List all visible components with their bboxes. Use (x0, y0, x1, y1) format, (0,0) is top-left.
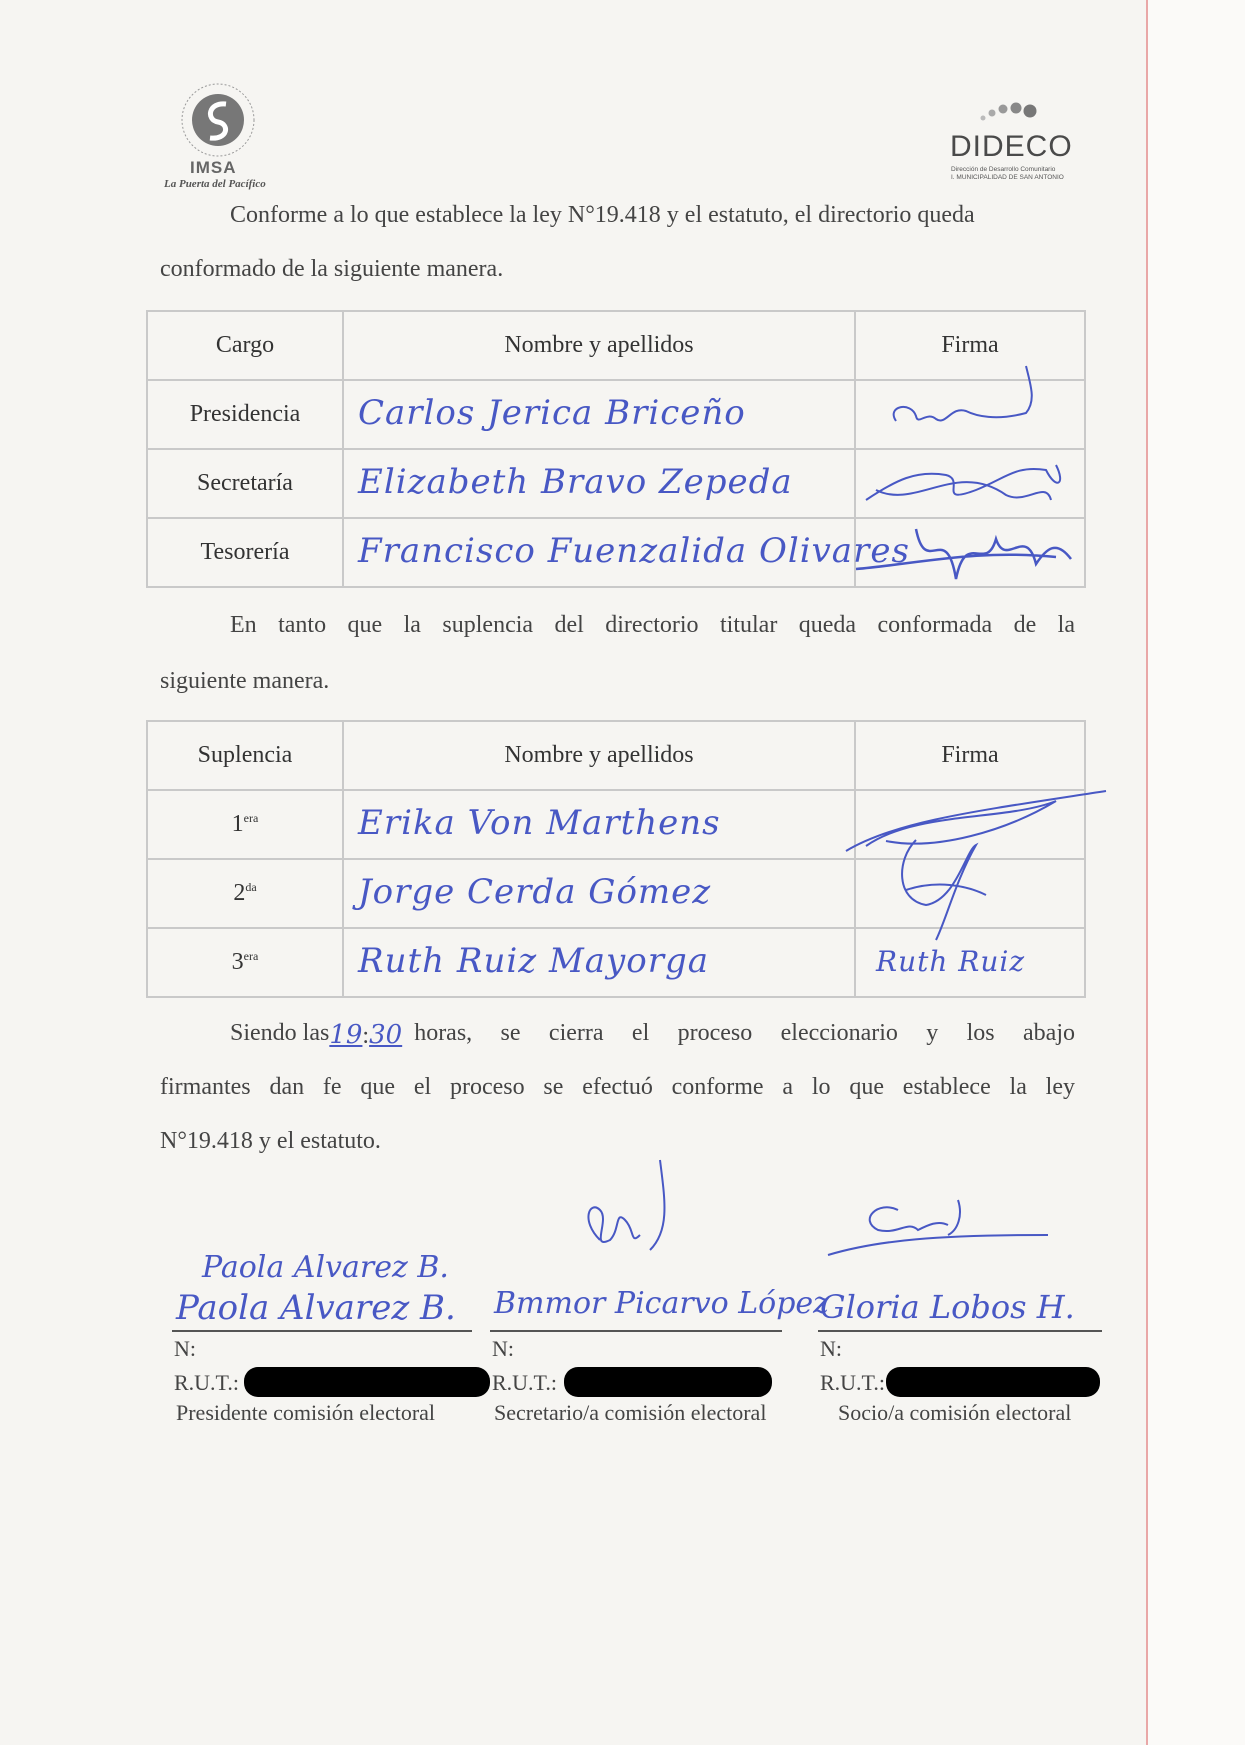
suplencia-cell: $2^{da}$ (147, 859, 343, 928)
table-row (147, 518, 1085, 587)
handwritten-name: Ruth Ruiz Mayorga (358, 941, 710, 981)
handwritten-name: Jorge Cerda Gómez (358, 872, 712, 912)
handwritten-name: Paola Alvarez B. (176, 1288, 456, 1328)
substitute-table (146, 720, 1086, 998)
handwritten-name: Carlos Jerica Briceño (358, 393, 746, 433)
imsa-emblem-icon (178, 80, 258, 160)
imsa-logo (160, 80, 280, 195)
table-row (147, 859, 1085, 928)
name-cell (343, 518, 910, 587)
handwritten-minute: 30 (369, 1020, 403, 1050)
header-cargo: Cargo (147, 311, 343, 380)
handwritten-name: Francisco Fuenzalida Olivares (358, 531, 910, 571)
handwritten-name: Gloria Lobos H. (820, 1288, 1075, 1326)
closing-line-3: N°19.418 y el estatuto. (160, 1128, 381, 1154)
signature-scribble (540, 1160, 740, 1300)
page-shade (1148, 0, 1245, 1745)
signature-scribble (818, 1160, 1058, 1280)
imsa-tagline: La Puerta del Pacífico (164, 178, 266, 190)
rut-label: R.U.T.: (492, 1370, 557, 1395)
role-label: Secretario/a comisión electoral (494, 1400, 767, 1425)
table-row (147, 380, 1085, 449)
rut-redaction (886, 1367, 1100, 1397)
closing-time: 19:30 (329, 1020, 403, 1050)
name-cell (343, 790, 855, 859)
signature-scribble (856, 791, 1086, 858)
rut-redaction (564, 1367, 772, 1397)
rut-label: R.U.T.: (820, 1370, 885, 1395)
name-cell (343, 380, 855, 449)
cargo-cell: Tesorería (147, 518, 343, 587)
header-firma: Firma (855, 721, 1085, 790)
header-firma: Firma (855, 311, 1085, 380)
signature-cell (855, 859, 1085, 928)
imsa-name: IMSA (190, 158, 237, 177)
table-header-row (147, 721, 1085, 790)
n-label: N: (820, 1336, 842, 1361)
n-label: N: (492, 1336, 514, 1361)
header-nombre: Nombre y apellidos (343, 311, 855, 380)
signature-cell (855, 449, 1085, 518)
signature-line (490, 1330, 782, 1332)
handwritten-signature: Ruth Ruiz (876, 945, 1026, 978)
table-row (147, 449, 1085, 518)
dideco-dots-icon (975, 100, 1055, 126)
signature-scribble (856, 450, 1086, 517)
dideco-logo (945, 100, 1075, 190)
signature-cell (855, 790, 1085, 859)
dideco-subtitle: Dirección de Desarrollo Comunitario (951, 166, 1056, 173)
suplencia-cell: $1^{era}$ (147, 790, 343, 859)
handwritten-signature-top: Paola Alvarez B. (202, 1250, 449, 1285)
closing-line-1: Siendo las 19:30 horas, se cierra el proceso eleccionario y los abajo (230, 1020, 1075, 1050)
name-cell (343, 928, 855, 997)
signature-line (172, 1330, 472, 1332)
header-suplencia: Suplencia (147, 721, 343, 790)
handwritten-name: Bmmor Picarvo López (494, 1286, 829, 1321)
header-nombre: Nombre y apellidos (343, 721, 855, 790)
n-label: N: (174, 1336, 196, 1361)
suplencia-cell: $3^{era}$ (147, 928, 343, 997)
name-cell (343, 859, 855, 928)
middle-line-2: siguiente manera. (160, 668, 330, 694)
signature-cell (855, 380, 1085, 449)
rut-label: R.U.T.: (174, 1370, 239, 1395)
dideco-name: DIDECO (950, 130, 1073, 163)
cargo-cell: Presidencia (147, 380, 343, 449)
handwritten-name: Elizabeth Bravo Zepeda (358, 462, 793, 502)
signature-cell (855, 928, 1085, 997)
signature-line (818, 1330, 1102, 1332)
role-label: Socio/a comisión electoral (838, 1400, 1072, 1425)
handwritten-name: Erika Von Marthens (358, 803, 721, 843)
intro-line-2: conformado de la siguiente manera. (160, 256, 504, 282)
signature-scribble (856, 519, 1086, 586)
dideco-municipality: I. MUNICIPALIDAD DE SAN ANTONIO (951, 174, 1064, 181)
rut-redaction (244, 1367, 490, 1397)
middle-line-1: En tanto que la suplencia del directorio titular queda conformada de la (230, 612, 1075, 638)
handwritten-hour: 19 (329, 1020, 363, 1050)
table-row (147, 790, 1085, 859)
signature-scribble (856, 860, 1086, 927)
cargo-cell: Secretaría (147, 449, 343, 518)
page-edge (1146, 0, 1148, 1745)
signature-cell (855, 518, 1085, 587)
role-label: Presidente comisión electoral (176, 1400, 436, 1425)
signature-scribble (856, 381, 1086, 448)
board-table (146, 310, 1086, 588)
table-row (147, 928, 1085, 997)
closing-line-2: firmantes dan fe que el proceso se efectuó conforme a lo que establece la ley (160, 1074, 1075, 1100)
name-cell (343, 449, 855, 518)
intro-line-1: Conforme a lo que establece la ley N°19.418 y el estatuto, el directorio queda (230, 202, 975, 228)
table-header-row (147, 311, 1085, 380)
